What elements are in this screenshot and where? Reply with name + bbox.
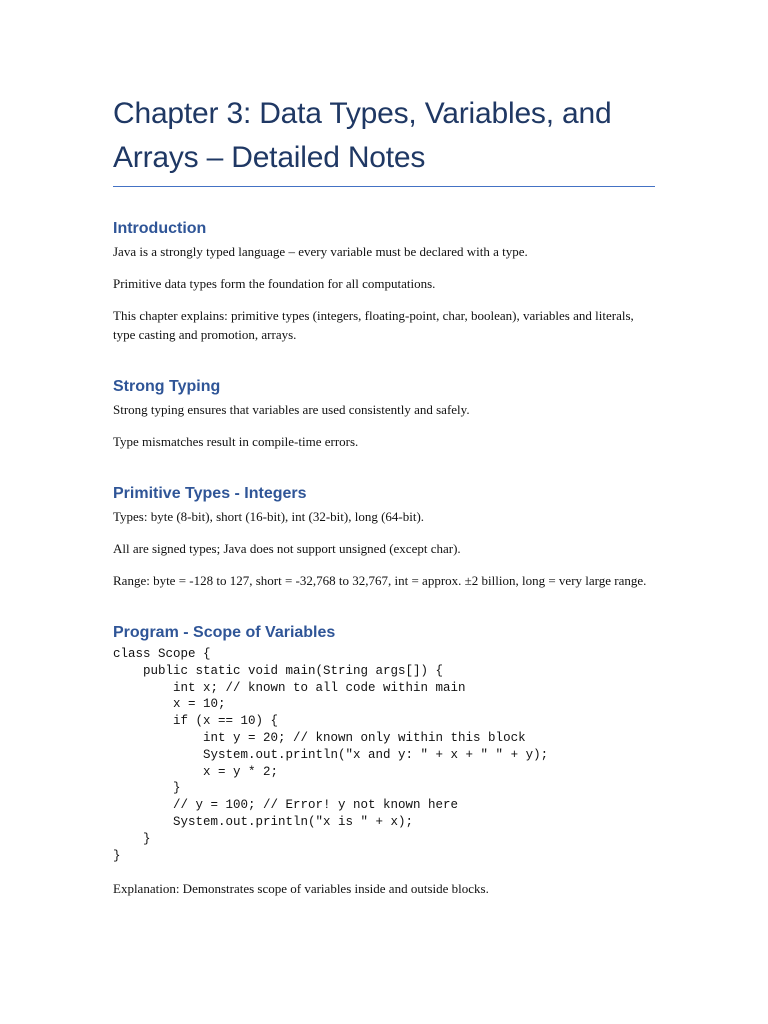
- title-line-2: Arrays – Detailed Notes: [113, 141, 426, 174]
- section-heading-program-scope: Program - Scope of Variables: [113, 624, 336, 641]
- paragraph: Primitive data types form the foundation for all computations.: [113, 276, 436, 291]
- paragraph: Types: byte (8-bit), short (16-bit), int (32-bit), long (64-bit).: [113, 509, 425, 524]
- paragraph: Strong typing ensures that variables are used consistently and safely.: [113, 402, 470, 417]
- paragraph: Java is a strongly typed language – every variable must be declared with a type.: [113, 244, 528, 259]
- paragraph: Range: byte = -128 to 127, short = -32,768 to 32,767, int = approx. ±2 billion, long = very large range.: [113, 573, 647, 588]
- paragraph: Explanation: Demonstrates scope of variables inside and outside blocks.: [113, 881, 489, 897]
- title-divider: [113, 186, 655, 187]
- paragraph: Type mismatches result in compile-time errors.: [113, 434, 359, 449]
- code-block: class Scope { public static void main(String args[]) { int x; // known to all code within main x = 10; if (x == 10) { int y = 20; // known only within this block System.out.println("x and y: " + x + " " + y); x = y * 2; } // y = 100; // Error! y not known here System.out.println("x is " + x); } }: [113, 647, 549, 863]
- title-line-1: Chapter 3: Data Types, Variables, and: [113, 97, 612, 130]
- section-heading-primitive-types: Primitive Types - Integers: [113, 485, 307, 502]
- paragraph: This chapter explains: primitive types (integers, floating-point, char, boolean), variables and literals, type casting and promotion, arrays.: [113, 308, 634, 342]
- document-title: [113, 92, 655, 180]
- section-heading-introduction: Introduction: [113, 220, 207, 237]
- document-page: [113, 92, 655, 898]
- paragraph: All are signed types; Java does not support unsigned (except char).: [113, 541, 461, 556]
- section-heading-strong-typing: Strong Typing: [113, 378, 221, 395]
